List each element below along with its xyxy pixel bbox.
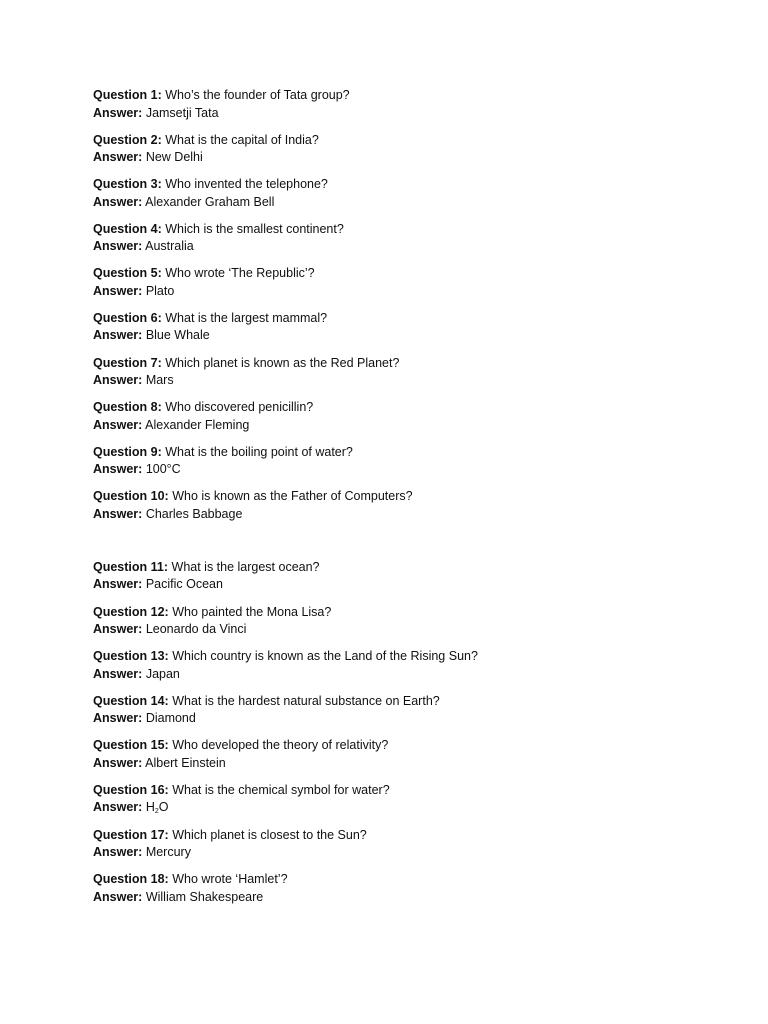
qa-item bbox=[93, 176, 733, 211]
qa-item bbox=[93, 132, 733, 167]
question-label: Question 5: bbox=[93, 266, 162, 281]
question-line bbox=[93, 310, 733, 328]
answer-text: Diamond bbox=[145, 711, 196, 726]
answer-text: New Delhi bbox=[145, 150, 203, 165]
answer-label: Answer: bbox=[93, 328, 143, 343]
question-line bbox=[93, 87, 733, 105]
question-label: Question 9: bbox=[93, 444, 162, 459]
answer-label: Answer: bbox=[93, 105, 143, 120]
question-text: Which planet is closest to the Sun? bbox=[172, 827, 367, 842]
quiz-document bbox=[93, 87, 733, 916]
qa-item bbox=[93, 87, 733, 122]
question-line bbox=[93, 871, 733, 889]
section-gap bbox=[93, 533, 733, 559]
question-text: Which is the smallest continent? bbox=[165, 221, 344, 236]
question-text: Which planet is known as the Red Planet? bbox=[165, 355, 400, 370]
question-label: Question 12: bbox=[93, 604, 169, 619]
answer-line bbox=[93, 105, 733, 123]
qa-item bbox=[93, 737, 733, 772]
qa-item bbox=[93, 871, 733, 906]
answer-line bbox=[93, 576, 733, 594]
answer-text: 100°C bbox=[145, 462, 181, 477]
answer-line bbox=[93, 621, 733, 639]
qa-item bbox=[93, 265, 733, 300]
question-line bbox=[93, 737, 733, 755]
answer-text: Albert Einstein bbox=[145, 755, 226, 770]
answer-label: Answer: bbox=[93, 462, 143, 477]
qa-item bbox=[93, 310, 733, 345]
answer-label: Answer: bbox=[93, 845, 143, 859]
question-line bbox=[93, 132, 733, 150]
answer-label: Answer: bbox=[93, 373, 143, 388]
answer-line bbox=[93, 755, 733, 773]
question-line bbox=[93, 693, 733, 711]
question-line bbox=[93, 604, 733, 622]
question-text: Who developed the theory of relativity? bbox=[172, 738, 389, 753]
answer-line bbox=[93, 666, 733, 684]
answer-label: Answer: bbox=[93, 800, 143, 815]
question-label: Question 16: bbox=[93, 782, 169, 797]
answer-line bbox=[93, 238, 733, 256]
answer-label: Answer: bbox=[93, 283, 143, 298]
answer-label: Answer: bbox=[93, 755, 143, 770]
question-label: Question 13: bbox=[93, 649, 169, 664]
answer-label: Answer: bbox=[93, 194, 143, 209]
answer-line bbox=[93, 149, 733, 167]
answer-line bbox=[93, 710, 733, 728]
question-text: What is the chemical symbol for water? bbox=[172, 782, 390, 797]
answer-text: Charles Babbage bbox=[145, 506, 243, 521]
question-label: Question 6: bbox=[93, 310, 162, 325]
answer-label: Answer: bbox=[93, 666, 143, 681]
answer-label: Answer: bbox=[93, 506, 143, 521]
question-line bbox=[93, 559, 733, 577]
answer-text: Plato bbox=[145, 283, 175, 298]
answer-text-tail: O bbox=[158, 800, 169, 815]
question-line bbox=[93, 648, 733, 666]
answer-text: H bbox=[145, 800, 155, 815]
question-text: What is the boiling point of water? bbox=[165, 444, 353, 459]
answer-text: Alexander Fleming bbox=[145, 417, 250, 432]
answer-text: Pacific Ocean bbox=[145, 577, 223, 592]
question-label: Question 15: bbox=[93, 738, 169, 753]
question-text: What is the hardest natural substance on Earth? bbox=[172, 693, 440, 708]
answer-label: Answer: bbox=[93, 150, 143, 165]
answer-line bbox=[93, 799, 733, 817]
qa-item bbox=[93, 559, 733, 594]
question-label: Question 10: bbox=[93, 489, 169, 504]
answer-line bbox=[93, 417, 733, 435]
question-text: Who wrote ‘Hamlet’? bbox=[172, 872, 288, 887]
answer-label: Answer: bbox=[93, 711, 143, 726]
question-label: Question 11: bbox=[93, 559, 169, 574]
question-group-2 bbox=[93, 559, 733, 906]
answer-text: Alexander Graham Bell bbox=[145, 194, 275, 209]
question-text: What is the largest mammal? bbox=[165, 310, 328, 325]
answer-line bbox=[93, 327, 733, 345]
answer-line bbox=[93, 283, 733, 301]
question-label: Question 4: bbox=[93, 221, 162, 236]
qa-item bbox=[93, 444, 733, 479]
qa-item bbox=[93, 782, 733, 817]
answer-text: Australia bbox=[145, 239, 194, 254]
question-line bbox=[93, 444, 733, 462]
answer-line bbox=[93, 194, 733, 212]
question-label: Question 7: bbox=[93, 355, 162, 370]
answer-line bbox=[93, 372, 733, 390]
question-label: Question 14: bbox=[93, 693, 169, 708]
answer-text: William Shakespeare bbox=[145, 889, 264, 904]
question-line bbox=[93, 399, 733, 417]
question-text: What is the capital of India? bbox=[165, 132, 319, 147]
answer-subscript: 2 bbox=[154, 808, 159, 816]
question-text: Who painted the Mona Lisa? bbox=[172, 604, 332, 619]
answer-text: Jamsetji Tata bbox=[145, 105, 219, 120]
qa-item bbox=[93, 488, 733, 523]
answer-text: Leonardo da Vinci bbox=[145, 622, 247, 637]
question-line bbox=[93, 176, 733, 194]
question-label: Question 17: bbox=[93, 827, 169, 842]
question-text: Who’s the founder of Tata group? bbox=[165, 88, 350, 102]
qa-item bbox=[93, 827, 733, 862]
answer-text: Japan bbox=[145, 666, 180, 681]
qa-item bbox=[93, 221, 733, 256]
question-line bbox=[93, 782, 733, 800]
question-label: Question 18: bbox=[93, 872, 169, 887]
question-line bbox=[93, 355, 733, 373]
question-text: What is the largest ocean? bbox=[171, 559, 320, 574]
question-text: Who invented the telephone? bbox=[165, 177, 328, 192]
answer-label: Answer: bbox=[93, 239, 143, 254]
answer-line bbox=[93, 844, 733, 862]
answer-label: Answer: bbox=[93, 622, 143, 637]
qa-item bbox=[93, 648, 733, 683]
question-label: Question 8: bbox=[93, 400, 162, 415]
question-text: Which country is known as the Land of the Rising Sun? bbox=[172, 649, 478, 664]
answer-label: Answer: bbox=[93, 889, 143, 904]
question-text: Who wrote ‘The Republic’? bbox=[165, 266, 315, 281]
answer-line bbox=[93, 461, 733, 479]
answer-text: Mars bbox=[145, 373, 174, 388]
qa-item bbox=[93, 355, 733, 390]
answer-line bbox=[93, 506, 733, 524]
answer-label: Answer: bbox=[93, 417, 143, 432]
question-line bbox=[93, 488, 733, 506]
question-line bbox=[93, 265, 733, 283]
question-text: Who is known as the Father of Computers? bbox=[172, 489, 413, 504]
question-label: Question 2: bbox=[93, 132, 162, 147]
question-line bbox=[93, 827, 733, 845]
answer-text: Blue Whale bbox=[145, 328, 210, 343]
answer-label: Answer: bbox=[93, 577, 143, 592]
qa-item bbox=[93, 604, 733, 639]
question-group-1 bbox=[93, 87, 733, 523]
question-label: Question 3: bbox=[93, 177, 162, 192]
answer-line bbox=[93, 889, 733, 907]
question-line bbox=[93, 221, 733, 239]
question-label: Question 1: bbox=[93, 88, 162, 102]
question-text: Who discovered penicillin? bbox=[165, 400, 314, 415]
qa-item bbox=[93, 399, 733, 434]
answer-text: Mercury bbox=[145, 845, 191, 859]
qa-item bbox=[93, 693, 733, 728]
